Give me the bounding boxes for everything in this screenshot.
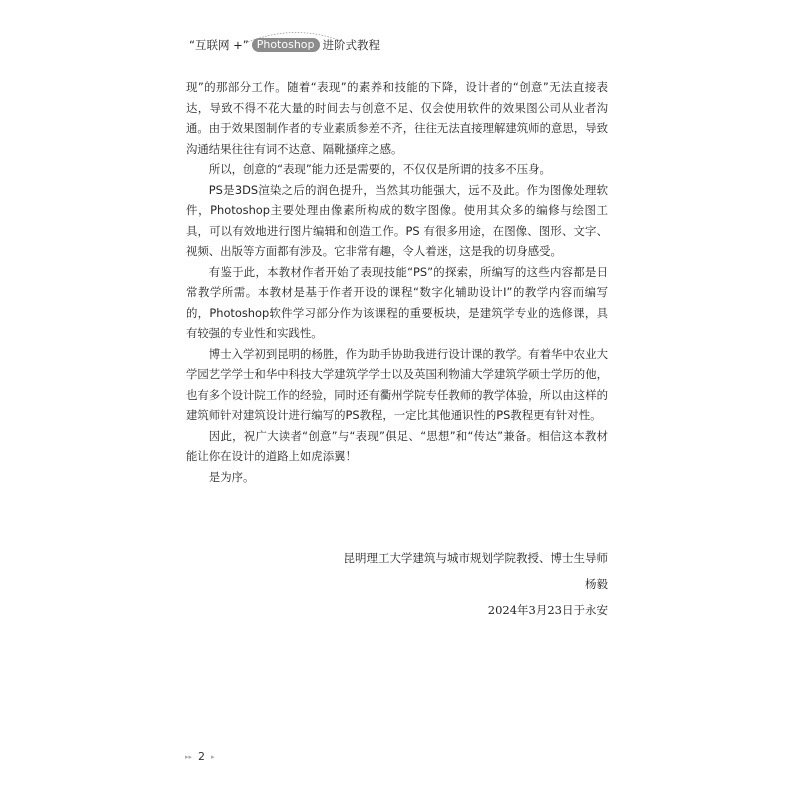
paragraph: 因此，祝广大读者“创意”与“表现”俱足、“思想”和“传达”兼备。相信这本教材能让你在设计的道路上如虎添翼！ — [186, 428, 608, 463]
header-suffix: 进阶式教程 — [322, 38, 381, 52]
header-prefix: “互联网 +” — [189, 38, 249, 52]
signature-affiliation: 昆明理工大学建筑与城市规划学院教授、博士生导师 — [343, 551, 608, 565]
preface-body — [186, 77, 608, 487]
page-footer — [185, 750, 215, 763]
header-decorative-arc — [246, 27, 346, 43]
page-number: 2 — [198, 750, 206, 763]
paragraph: 有鉴于此，本教材作者开始了表现技能“PS”的探索，所编写的这些内容都是日常教学所需。本教材是基于作者开设的课程“数字化辅助设计I”的教学内容而编写的，Photoshop软件学习部分作为该课程的重要板块，是建筑学专业的选修课，具有较强的专业性和实践性。 — [186, 264, 608, 340]
paragraph: 博士入学初到昆明的杨胜，作为助手协助我进行设计课的教学。有着华中农业大学园艺学学士和华中科技大学建筑学学士以及英国利物浦大学建筑学硕士学历的他，也有多个设计院工作的经验，同时还有衢州学院专任教师的教学体验，所以由这样的建筑师针对建筑设计进行编写的PS教程，一定比其他通识性的PS教程更有针对性。 — [186, 346, 608, 422]
paragraph: PS是3DS渲染之后的润色提升，当然其功能强大，远不及此。作为图像处理软件，Photoshop主要处理由像素所构成的数字图像。使用其众多的编修与绘图工具，可以有效地进行图片编辑和创造工作。PS 有很多用途，在图像、图形、文字、视频、出版等方面都有涉及。它非常有趣，令人着迷，这是我的切身感受。 — [186, 182, 608, 258]
paragraph: 所以，创意的“表现”能力还是需要的，不仅仅是所谓的技多不压身。 — [208, 162, 551, 176]
signature-name: 杨毅 — [585, 577, 608, 591]
header-photoshop-pill: Photoshop — [252, 38, 320, 52]
signature-date: 2024年3月23日于永安 — [487, 603, 608, 617]
signature-block — [344, 545, 609, 623]
footer-right-arrow-icon: ▸ — [211, 752, 215, 761]
footer-left-arrows-icon: ▸▸ — [185, 752, 193, 761]
paragraph-continuation: 现”的那部分工作。随着“表现”的素养和技能的下降，设计者的“创意”无法直接表达，导致不得不花大量的时间去与创意不足、仅会使用软件的效果图公司从业者沟通。由于效果图制作者的专业素质参差不齐，往往无法直接理解建筑师的意思，导致沟通结果往往有词不达意、隔靴搔痒之感。 — [186, 80, 608, 156]
paragraph-closing: 是为序。 — [208, 469, 255, 484]
